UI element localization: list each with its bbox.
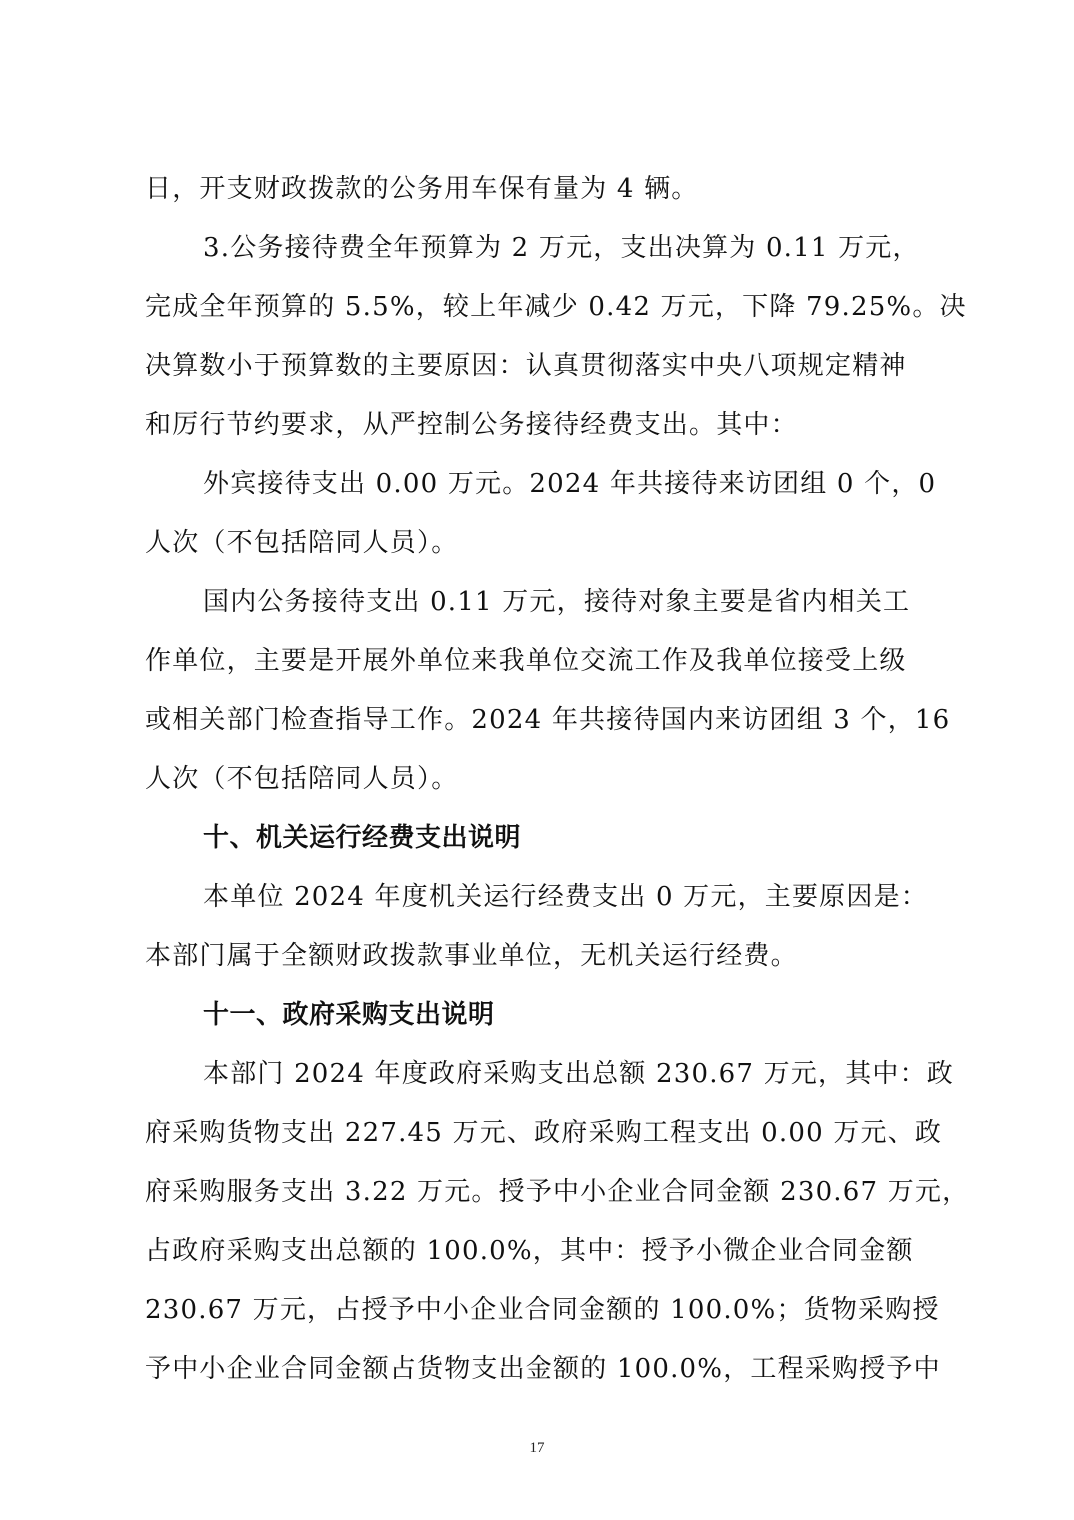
text-line: 府采购货物支出 227.45 万元、政府采购工程支出 0.00 万元、政 bbox=[145, 1118, 943, 1148]
body-text bbox=[145, 160, 970, 1399]
text-line: 本单位 2024 年度机关运行经费支出 0 万元，主要原因是： bbox=[203, 882, 928, 912]
text-line: 230.67 万元，占授予中小企业合同金额的 100.0%；货物采购授 bbox=[145, 1295, 940, 1325]
section-heading: 十、机关运行经费支出说明 bbox=[203, 823, 522, 853]
text-line: 决算数小于预算数的主要原因：认真贯彻落实中央八项规定精神 bbox=[145, 351, 907, 381]
page-number: 17 bbox=[529, 1440, 545, 1456]
text-line: 本部门 2024 年度政府采购支出总额 230.67 万元，其中：政 bbox=[203, 1059, 955, 1089]
text-line: 外宾接待支出 0.00 万元。2024 年共接待来访团组 0 个，0 bbox=[203, 469, 937, 499]
text-line: 府采购服务支出 3.22 万元。授予中小企业合同金额 230.67 万元， bbox=[145, 1177, 970, 1207]
text-line: 占政府采购支出总额的 100.0%，其中：授予小微企业合同金额 bbox=[145, 1236, 914, 1266]
text-line: 人次（不包括陪同人员）。 bbox=[145, 528, 459, 558]
text-line: 或相关部门检查指导工作。2024 年共接待国内来访团组 3 个，16 bbox=[145, 705, 951, 735]
text-line: 国内公务接待支出 0.11 万元，接待对象主要是省内相关工 bbox=[203, 587, 911, 617]
text-line: 和厉行节约要求，从严控制公务接待经费支出。其中： bbox=[145, 410, 798, 440]
section-heading: 十一、政府采购支出说明 bbox=[203, 1000, 495, 1030]
text-line: 人次（不包括陪同人员）。 bbox=[145, 764, 459, 794]
text-line: 日，开支财政拨款的公务用车保有量为 4 辆。 bbox=[145, 174, 699, 204]
text-line: 予中小企业合同金额占货物支出金额的 100.0%，工程采购授予中 bbox=[145, 1354, 941, 1384]
text-line: 3.公务接待费全年预算为 2 万元，支出决算为 0.11 万元， bbox=[203, 233, 920, 263]
text-line: 本部门属于全额财政拨款事业单位，无机关运行经费。 bbox=[145, 941, 798, 971]
text-line: 作单位，主要是开展外单位来我单位交流工作及我单位接受上级 bbox=[145, 646, 907, 676]
text-line: 完成全年预算的 5.5%，较上年减少 0.42 万元，下降 79.25%。决 bbox=[145, 292, 967, 322]
